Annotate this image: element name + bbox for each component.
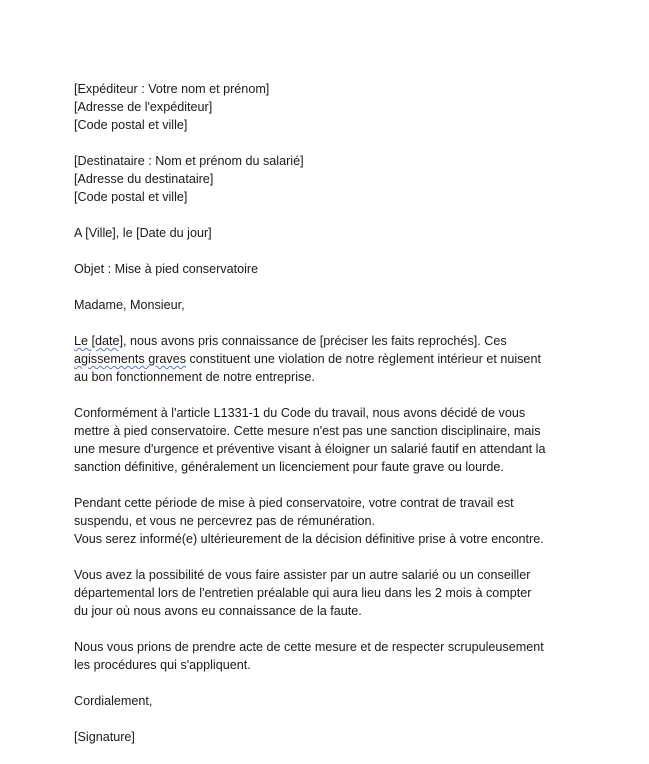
paragraph-suspension-line: Pendant cette période de mise à pied conservatoire, votre contrat de travail est — [74, 496, 514, 510]
paragraph-legal-line: une mesure d'urgence et préventive visant à éloigner un salarié fautif en attendant la — [74, 442, 546, 456]
spellcheck-underline-date: Le [date] — [74, 334, 124, 348]
place-date — [74, 224, 634, 242]
subject-text: Objet : Mise à pied conservatoire — [74, 262, 259, 276]
paragraph-facts-line-1 — [74, 332, 634, 350]
subject-line — [74, 260, 634, 278]
recipient-address: [Adresse du destinataire] — [74, 172, 214, 186]
paragraph-legal-line: mettre à pied conservatoire. Cette mesure n'est pas une sanction disciplinaire, mais — [74, 424, 541, 438]
closing-text: Cordialement, — [74, 694, 153, 708]
paragraph-acknowledge-line: Nous vous prions de prendre acte de cette mesure et de respecter scrupuleusement — [74, 640, 544, 654]
paragraph-legal-line: sanction définitive, généralement un licenciement pour faute grave ou lourde. — [74, 460, 504, 474]
letter-document — [74, 80, 634, 764]
paragraph-assistance-line: du jour où nous avons eu connaissance de la faute. — [74, 604, 362, 618]
paragraph-legal-line: Conformément à l'article L1331-1 du Code du travail, nous avons décidé de vous — [74, 406, 526, 420]
salutation — [74, 296, 634, 314]
place-date-text: A [Ville], le [Date du jour] — [74, 226, 212, 240]
paragraph-suspension-line: suspendu, et vous ne percevrez pas de rémunération. — [74, 514, 376, 528]
paragraph-acknowledge-line: les procédures qui s'appliquent. — [74, 658, 251, 672]
paragraph-facts-line-3: au bon fonctionnement de notre entreprise. — [74, 370, 315, 384]
paragraph-facts-line-2-rest: constituent une violation de notre règlement intérieur et nuisent — [186, 352, 541, 366]
recipient-city: [Code postal et ville] — [74, 190, 188, 204]
paragraph-assistance — [74, 566, 634, 620]
paragraph-assistance-line: Vous avez la possibilité de vous faire assister par un autre salarié ou un conseiller — [74, 568, 531, 582]
sender-block — [74, 80, 634, 134]
paragraph-legal — [74, 404, 634, 476]
sender-city: [Code postal et ville] — [74, 118, 188, 132]
signature — [74, 728, 634, 746]
paragraph-facts-line-1-rest: , nous avons pris connaissance de [préciser les faits reprochés]. Ces — [123, 334, 507, 348]
paragraph-assistance-line: départemental lors de l'entretien préalable qui aura lieu dans les 2 mois à compter — [74, 586, 532, 600]
recipient-block — [74, 152, 634, 206]
sender-address: [Adresse de l'expéditeur] — [74, 100, 213, 114]
spellcheck-underline-phrase: agissements graves — [74, 352, 186, 366]
closing — [74, 692, 634, 710]
signature-text: [Signature] — [74, 730, 135, 744]
salutation-text: Madame, Monsieur, — [74, 298, 185, 312]
recipient-name: [Destinataire : Nom et prénom du salarié] — [74, 154, 304, 168]
paragraph-facts — [74, 332, 634, 386]
sender-name: [Expéditeur : Votre nom et prénom] — [74, 82, 270, 96]
paragraph-suspension — [74, 494, 634, 548]
paragraph-suspension-line: Vous serez informé(e) ultérieurement de la décision définitive prise à votre encontre. — [74, 532, 544, 546]
paragraph-facts-line-2 — [74, 350, 634, 368]
paragraph-acknowledge — [74, 638, 634, 674]
